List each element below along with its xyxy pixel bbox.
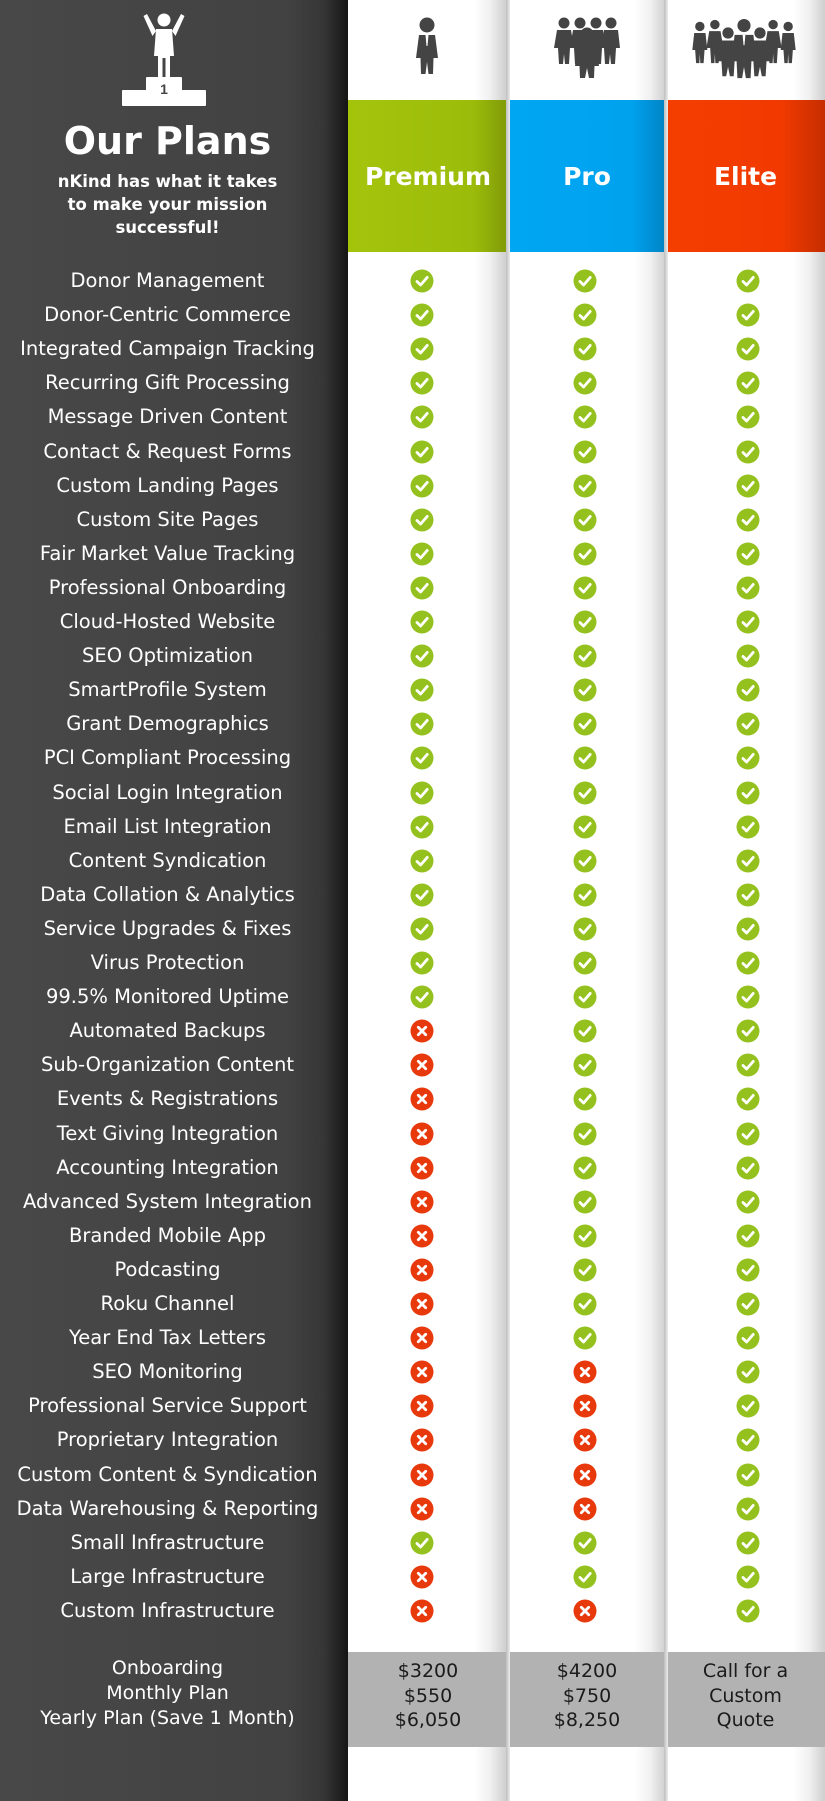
- check-icon-elite: [736, 508, 760, 532]
- feature-name: Donor Management: [70, 269, 265, 292]
- check-icon-pro: [573, 849, 597, 873]
- check-icon-elite: [736, 1531, 760, 1555]
- check-icon-elite: [736, 1122, 760, 1146]
- onboarding-label: Onboarding: [111, 1657, 224, 1679]
- check-icon-elite: [736, 1360, 760, 1384]
- feature-name: Accounting Integration: [56, 1155, 279, 1179]
- single-person-icon: [402, 16, 452, 78]
- check-icon-premium: [410, 269, 434, 293]
- cross-icon-premium: [410, 1122, 434, 1146]
- cross-icon-premium: [410, 1599, 434, 1623]
- price-box-elite: [668, 1652, 825, 1747]
- check-icon-premium: [410, 678, 434, 702]
- feature-name: Data Warehousing & Reporting: [16, 1496, 319, 1520]
- check-icon-pro: [573, 917, 597, 941]
- cross-icon-premium: [410, 1190, 434, 1214]
- check-icon-elite: [736, 337, 760, 361]
- feature-name: Events & Registrations: [56, 1087, 279, 1111]
- check-icon-pro: [573, 371, 597, 395]
- price-box-pro: [510, 1652, 666, 1747]
- check-icon-pro: [573, 542, 597, 566]
- check-icon-elite: [736, 1087, 760, 1111]
- check-icon-premium: [410, 303, 434, 327]
- cross-icon-pro: [573, 1394, 597, 1418]
- feature-name: Data Collation & Analytics: [40, 882, 295, 906]
- check-icon-premium: [410, 440, 434, 464]
- check-icon-elite: [736, 678, 760, 702]
- check-icon-premium: [410, 951, 434, 975]
- check-icon-pro: [573, 1190, 597, 1214]
- check-icon-elite: [736, 474, 760, 498]
- feature-name: Virus Protection: [90, 951, 245, 974]
- check-icon-pro: [573, 303, 597, 327]
- check-icon-premium: [410, 508, 434, 532]
- cross-icon-premium: [410, 1053, 434, 1077]
- check-icon-elite: [736, 1190, 760, 1214]
- cross-icon-pro: [573, 1463, 597, 1487]
- cross-icon-premium: [410, 1156, 434, 1180]
- check-icon-pro: [573, 576, 597, 600]
- check-icon-pro: [573, 610, 597, 634]
- check-icon-premium: [410, 985, 434, 1009]
- check-icon-elite: [736, 849, 760, 873]
- feature-name: Custom Site Pages: [76, 507, 259, 531]
- check-icon-premium: [410, 371, 434, 395]
- check-icon-pro: [573, 1156, 597, 1180]
- check-icon-elite: [736, 371, 760, 395]
- elite-quote-line: Custom: [709, 1684, 782, 1707]
- cross-icon-pro: [573, 1428, 597, 1452]
- pro-onboarding-price: $4200: [556, 1660, 618, 1682]
- podium-number: 1: [160, 81, 168, 97]
- feature-name: Cloud-Hosted Website: [59, 610, 276, 633]
- plan-name-elite: Elite: [713, 161, 778, 191]
- check-icon-pro: [573, 883, 597, 907]
- feature-name: Large Infrastructure: [70, 1564, 265, 1588]
- check-icon-elite: [736, 1053, 760, 1077]
- plan-header-premium: [348, 100, 506, 252]
- check-icon-pro: [573, 1087, 597, 1111]
- feature-name: Podcasting: [114, 1257, 221, 1281]
- feature-name: Email List Integration: [63, 814, 272, 838]
- cross-icon-premium: [410, 1224, 434, 1248]
- feature-name: Automated Backups: [69, 1019, 266, 1043]
- check-icon-pro: [573, 951, 597, 975]
- check-icon-elite: [736, 712, 760, 736]
- feature-name: SEO Optimization: [82, 644, 253, 668]
- plan-header-pro: [510, 100, 666, 252]
- check-icon-pro: [573, 781, 597, 805]
- premium-onboarding-price: $3200: [397, 1660, 459, 1682]
- check-icon-pro: [573, 1326, 597, 1350]
- check-icon-premium: [410, 542, 434, 566]
- check-icon-premium: [410, 883, 434, 907]
- check-icon-pro: [573, 985, 597, 1009]
- check-icon-pro: [573, 337, 597, 361]
- check-icon-pro: [573, 678, 597, 702]
- check-icon-elite: [736, 1224, 760, 1248]
- feature-name: Roku Channel: [100, 1292, 235, 1315]
- feature-name: Integrated Campaign Tracking: [20, 337, 315, 361]
- cross-icon-premium: [410, 1463, 434, 1487]
- elite-quote-line: Quote: [716, 1709, 775, 1731]
- check-icon-pro: [573, 405, 597, 429]
- cross-icon-premium: [410, 1497, 434, 1521]
- cross-icon-premium: [410, 1292, 434, 1316]
- feature-name: Professional Onboarding: [48, 575, 287, 599]
- feature-name: Custom Content & Syndication: [17, 1462, 318, 1486]
- check-icon-elite: [736, 610, 760, 634]
- cross-icon-premium: [410, 1019, 434, 1043]
- check-icon-premium: [410, 712, 434, 736]
- check-icon-elite: [736, 1463, 760, 1487]
- check-icon-elite: [736, 644, 760, 668]
- check-icon-pro: [573, 746, 597, 770]
- check-icon-pro: [573, 1531, 597, 1555]
- feature-name: Service Upgrades & Fixes: [43, 916, 292, 940]
- check-icon-pro: [573, 1053, 597, 1077]
- check-icon-elite: [736, 405, 760, 429]
- first-place-podium-icon: [118, 12, 210, 108]
- feature-name: Message Driven Content: [47, 405, 288, 429]
- pricing-labels: [0, 1656, 335, 1731]
- tagline-line: to make your mission: [67, 195, 268, 214]
- feature-name: Grant Demographics: [66, 712, 269, 736]
- feature-name: Year End Tax Letters: [68, 1326, 267, 1350]
- check-icon-pro: [573, 474, 597, 498]
- check-icon-premium: [410, 1531, 434, 1555]
- feature-name: PCI Compliant Processing: [43, 746, 292, 770]
- check-icon-premium: [410, 610, 434, 634]
- plan-name-pro: Pro: [563, 161, 611, 191]
- check-icon-premium: [410, 746, 434, 770]
- feature-name: Professional Service Support: [28, 1394, 307, 1418]
- check-icon-elite: [736, 883, 760, 907]
- feature-name: Recurring Gift Processing: [45, 371, 290, 395]
- feature-name: Social Login Integration: [52, 780, 283, 804]
- feature-name: Custom Landing Pages: [56, 473, 279, 497]
- check-icon-elite: [736, 1394, 760, 1418]
- tagline-line: successful!: [115, 218, 220, 237]
- feature-name: Sub-Organization Content: [40, 1053, 295, 1077]
- check-icon-elite: [736, 1326, 760, 1350]
- cross-icon-pro: [573, 1599, 597, 1623]
- cross-icon-pro: [573, 1497, 597, 1521]
- check-icon-premium: [410, 917, 434, 941]
- check-icon-elite: [736, 781, 760, 805]
- cross-icon-premium: [410, 1258, 434, 1282]
- plans-sidebar: [0, 0, 348, 1801]
- check-icon-premium: [410, 337, 434, 361]
- check-icon-elite: [736, 1599, 760, 1623]
- check-icon-elite: [736, 917, 760, 941]
- check-icon-elite: [736, 1428, 760, 1452]
- check-icon-premium: [410, 474, 434, 498]
- feature-name: Content Syndication: [68, 848, 267, 872]
- cross-icon-premium: [410, 1394, 434, 1418]
- yearly-plan-label: Yearly Plan (Save 1 Month): [40, 1707, 295, 1729]
- premium-yearly-price: $6,050: [394, 1709, 462, 1731]
- elite-quote-line: Call for a: [702, 1660, 789, 1682]
- feature-name: SmartProfile System: [68, 678, 267, 702]
- check-icon-pro: [573, 508, 597, 532]
- check-icon-premium: [410, 815, 434, 839]
- check-icon-elite: [736, 1258, 760, 1282]
- check-icon-elite: [736, 440, 760, 464]
- check-icon-pro: [573, 1122, 597, 1146]
- feature-name: Proprietary Integration: [56, 1428, 279, 1452]
- cross-icon-premium: [410, 1360, 434, 1384]
- page-title: Our Plans: [63, 119, 272, 163]
- feature-name: Text Giving Integration: [56, 1121, 279, 1145]
- check-icon-elite: [736, 269, 760, 293]
- feature-name: Advanced System Integration: [23, 1189, 312, 1213]
- plan-header-elite: [668, 100, 825, 252]
- cross-icon-premium: [410, 1428, 434, 1452]
- check-icon-elite: [736, 1565, 760, 1589]
- check-icon-premium: [410, 781, 434, 805]
- large-group-icon: [689, 18, 799, 80]
- tagline: [0, 170, 335, 239]
- check-icon-elite: [736, 303, 760, 327]
- feature-name: Small Infrastructure: [70, 1530, 265, 1554]
- check-icon-elite: [736, 542, 760, 566]
- feature-name: Custom Infrastructure: [60, 1598, 275, 1622]
- cross-icon-premium: [410, 1565, 434, 1589]
- check-icon-premium: [410, 576, 434, 600]
- check-icon-elite: [736, 951, 760, 975]
- feature-name: Contact & Request Forms: [43, 439, 292, 463]
- cross-icon-pro: [573, 1360, 597, 1384]
- feature-name: 99.5% Monitored Uptime: [45, 985, 290, 1009]
- team-group-icon: [554, 16, 620, 78]
- check-icon-pro: [573, 440, 597, 464]
- check-icon-pro: [573, 1224, 597, 1248]
- cross-icon-premium: [410, 1087, 434, 1111]
- pro-yearly-price: $8,250: [553, 1709, 621, 1731]
- feature-name: Branded Mobile App: [69, 1223, 266, 1247]
- check-icon-elite: [736, 1292, 760, 1316]
- check-icon-premium: [410, 405, 434, 429]
- plan-name-premium: Premium: [364, 161, 492, 191]
- check-icon-pro: [573, 644, 597, 668]
- pro-monthly-price: $750: [562, 1684, 612, 1707]
- monthly-plan-label: Monthly Plan: [106, 1682, 229, 1704]
- check-icon-pro: [573, 269, 597, 293]
- check-icon-pro: [573, 1019, 597, 1043]
- check-icon-pro: [573, 712, 597, 736]
- check-icon-elite: [736, 746, 760, 770]
- check-icon-premium: [410, 644, 434, 668]
- feature-name: Donor-Centric Commerce: [44, 303, 291, 327]
- check-icon-elite: [736, 576, 760, 600]
- check-icon-elite: [736, 1156, 760, 1180]
- check-icon-pro: [573, 1565, 597, 1589]
- premium-monthly-price: $550: [403, 1684, 453, 1707]
- check-icon-pro: [573, 1258, 597, 1282]
- check-icon-elite: [736, 1497, 760, 1521]
- cross-icon-premium: [410, 1326, 434, 1350]
- check-icon-premium: [410, 849, 434, 873]
- check-icon-elite: [736, 815, 760, 839]
- tagline-line: nKind has what it takes: [57, 172, 278, 191]
- feature-name: Fair Market Value Tracking: [39, 541, 296, 565]
- price-box-premium: [348, 1652, 506, 1747]
- feature-name: SEO Monitoring: [92, 1360, 243, 1384]
- check-icon-pro: [573, 1292, 597, 1316]
- check-icon-pro: [573, 815, 597, 839]
- check-icon-elite: [736, 985, 760, 1009]
- check-icon-elite: [736, 1019, 760, 1043]
